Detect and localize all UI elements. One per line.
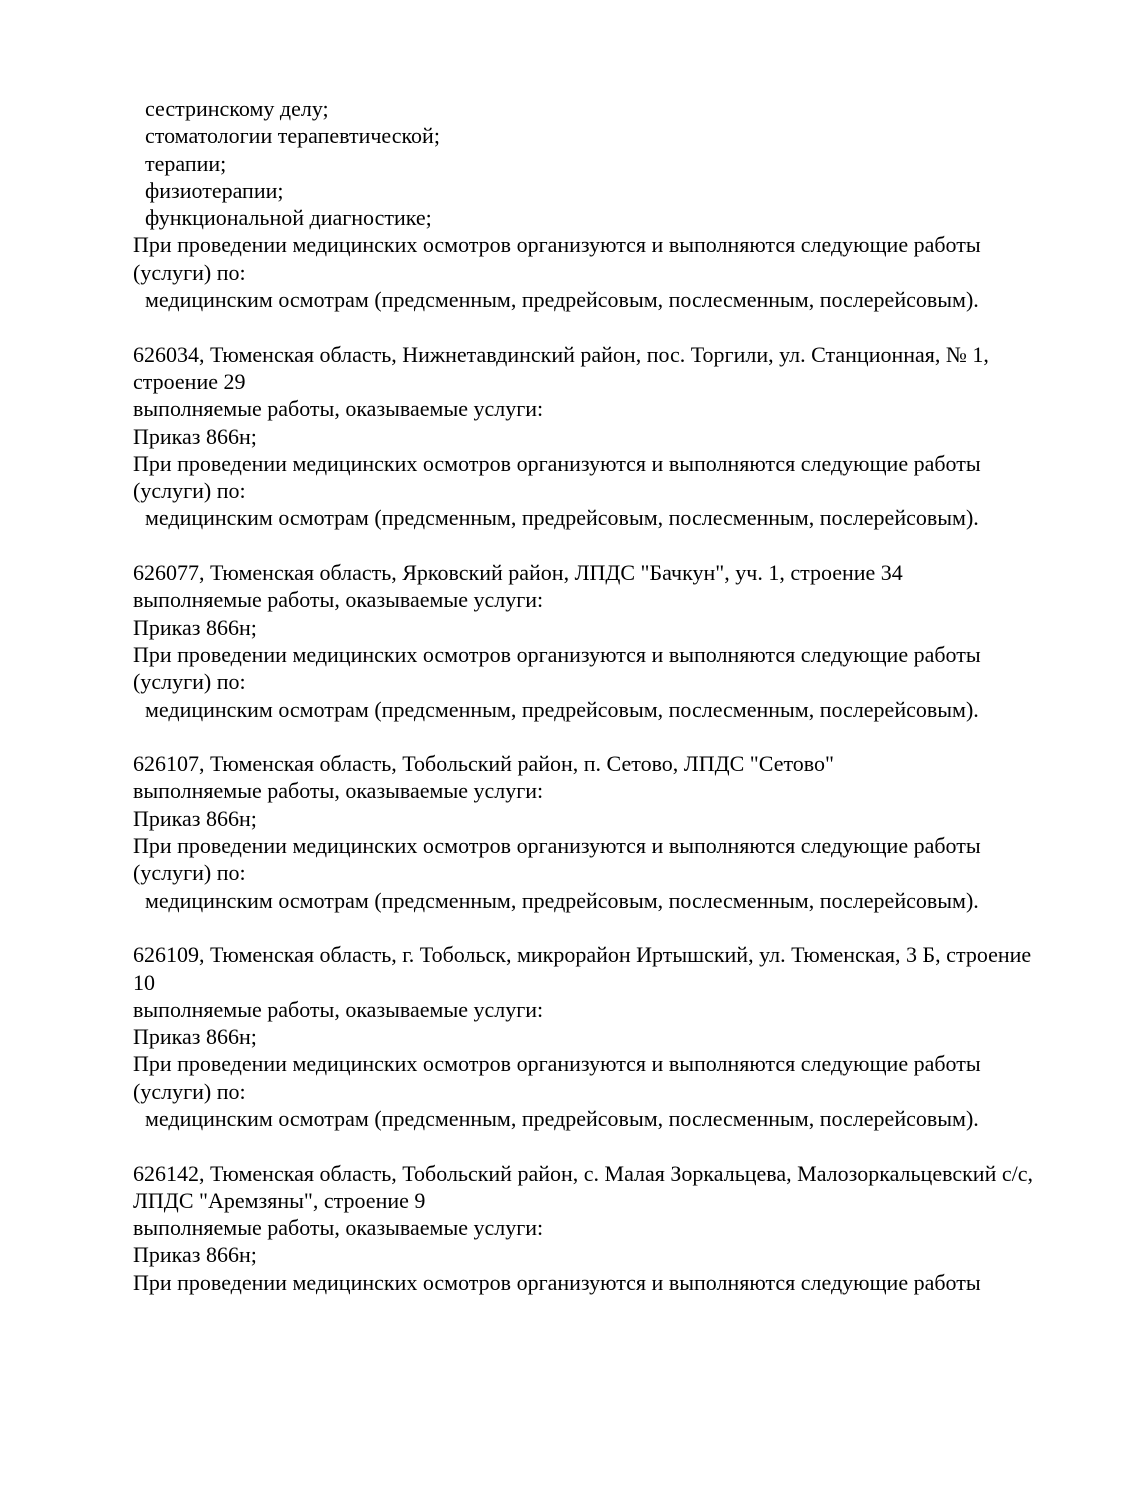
text-line: 10: [133, 969, 155, 995]
text-line: медицинским осмотрам (предсменным, предрейсовым, послесменным, послерейсовым).: [145, 505, 979, 531]
text-line: При проведении медицинских осмотров организуются и выполняются следующие работы: [133, 1269, 981, 1295]
document-section-626034: [133, 341, 1077, 532]
text-line: медицинским осмотрам (предсменным, предрейсовым, послесменным, послерейсовым).: [145, 696, 979, 722]
text-line: Приказ 866н;: [133, 1242, 257, 1268]
text-line: функциональной диагностике;: [145, 205, 432, 231]
text-line: Приказ 866н;: [133, 805, 257, 831]
text-line: медицинским осмотрам (предсменным, предрейсовым, послесменным, послерейсовым).: [145, 887, 979, 913]
text-line: При проведении медицинских осмотров организуются и выполняются следующие работы: [133, 232, 981, 258]
text-line: выполняемые работы, оказываемые услуги:: [133, 396, 544, 422]
document-section-626107: [133, 750, 1077, 914]
text-line: физиотерапии;: [145, 177, 284, 203]
text-line: При проведении медицинских осмотров организуются и выполняются следующие работы: [133, 450, 981, 476]
text-line: Приказ 866н;: [133, 1024, 257, 1050]
text-line: При проведении медицинских осмотров организуются и выполняются следующие работы: [133, 1051, 981, 1077]
text-line: 626034, Тюменская область, Нижнетавдинский район, пос. Торгили, ул. Станционная, № 1,: [133, 341, 989, 367]
text-line: выполняемые работы, оказываемые услуги:: [133, 996, 544, 1022]
text-line: выполняемые работы, оказываемые услуги:: [133, 1215, 544, 1241]
text-line: (услуги) по:: [133, 259, 246, 285]
document-sections: [133, 95, 1077, 1296]
text-line: 626142, Тюменская область, Тобольский район, с. Малая Зоркальцева, Малозоркальцевский с/с,: [133, 1160, 1033, 1186]
text-line: медицинским осмотрам (предсменным, предрейсовым, послесменным, послерейсовым).: [145, 1105, 979, 1131]
text-line: выполняемые работы, оказываемые услуги:: [133, 778, 544, 804]
text-line: медицинским осмотрам (предсменным, предрейсовым, послесменным, послерейсовым).: [145, 287, 979, 313]
text-line: 626077, Тюменская область, Ярковский район, ЛПДС "Бачкун", уч. 1, строение 34: [133, 560, 903, 586]
text-line: (услуги) по:: [133, 1078, 246, 1104]
document-section-626109: [133, 941, 1077, 1132]
text-line: выполняемые работы, оказываемые услуги:: [133, 587, 544, 613]
text-line: сестринскому делу;: [145, 96, 329, 121]
text-line: ЛПДС "Аремзяны", строение 9: [133, 1187, 426, 1213]
document-section-626077: [133, 559, 1077, 723]
document-section-continuation-services-list: [133, 95, 1077, 313]
document-section-626142: [133, 1160, 1077, 1296]
text-line: Приказ 866н;: [133, 614, 257, 640]
text-line: При проведении медицинских осмотров организуются и выполняются следующие работы: [133, 641, 981, 667]
text-line: стоматологии терапевтической;: [145, 123, 440, 149]
text-line: 626107, Тюменская область, Тобольский район, п. Сетово, ЛПДС "Сетово": [133, 751, 835, 777]
text-line: терапии;: [145, 150, 227, 176]
text-line: Приказ 866н;: [133, 423, 257, 449]
text-line: (услуги) по:: [133, 669, 246, 695]
text-line: При проведении медицинских осмотров организуются и выполняются следующие работы: [133, 833, 981, 859]
text-line: (услуги) по:: [133, 860, 246, 886]
text-line: (услуги) по:: [133, 478, 246, 504]
text-line: 626109, Тюменская область, г. Тобольск, микрорайон Иртышский, ул. Тюменская, 3 Б, строение: [133, 942, 1032, 968]
text-line: строение 29: [133, 368, 246, 394]
